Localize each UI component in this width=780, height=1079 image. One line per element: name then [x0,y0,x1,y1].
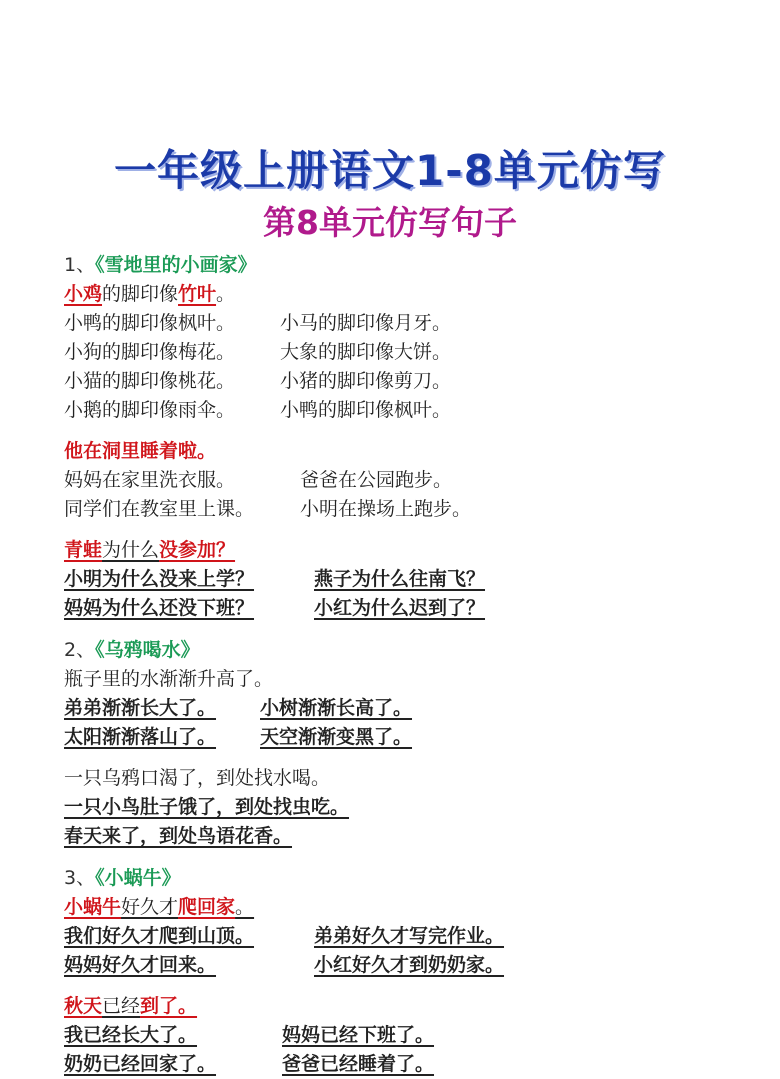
example-row [64,309,754,338]
sentence-part: 一只乌鸦口渴了，到处找水喝。 [64,767,331,789]
example-sentence [64,495,300,524]
example-sentence [64,565,314,594]
sentence-part: 青蛙 [64,539,103,561]
sentence-part: 秋天 [64,995,103,1017]
example-text: 同学们在教室里上课。 [64,498,255,520]
worksheet-content [64,250,754,1079]
model-sentence [64,536,754,565]
sentence-part: 瓶子里的水渐渐升高了。 [64,668,274,690]
example-text: 妈妈为什么还没下班？ [64,597,255,619]
example-row [64,338,754,367]
example-sentence: 小树渐渐长高了。 [260,697,413,719]
sentence-part: 小鸡 [64,283,103,305]
example-sentence [64,723,260,752]
example-sentence [64,466,300,495]
sentence-part: 已经 [102,995,141,1017]
section-heading [64,863,754,893]
page-title: 一年级上册语文1-8单元仿写 [114,146,666,195]
sentence-part: 。 [216,283,236,305]
sentence-part: 到了。 [140,995,198,1017]
sentence-part: 。 [235,896,255,918]
example-sentence: 小马的脚印像月牙。 [280,312,452,334]
model-sentence [64,437,754,466]
example-sentence: 小明在操场上跑步。 [300,498,472,520]
example-sentence: 小红为什么迟到了？ [314,597,486,619]
example-row [64,793,754,822]
example-text: 妈妈在家里洗衣服。 [64,469,236,491]
example-sentence: 大象的脚印像大饼。 [280,341,452,363]
example-text: 小猫的脚印像桃花。 [64,370,236,392]
sentence-part: 他在洞里睡着啦。 [64,440,217,462]
example-sentence [64,951,314,980]
section-number: 2、 [64,639,96,661]
example-row [64,594,754,623]
example-row [64,396,754,425]
example-sentence [64,594,314,623]
example-sentence [64,309,280,338]
example-sentence: 小鸭的脚印像枫叶。 [280,399,452,421]
sentence-part: 爬回家 [178,896,236,918]
example-text: 太阳渐渐落山了。 [64,726,217,748]
section-number: 1、 [64,254,96,276]
model-sentence [64,893,754,922]
page-subtitle: 第8单元仿写句子 [263,203,517,242]
sentence-part: 好久才 [121,896,179,918]
example-text: 小狗的脚印像梅花。 [64,341,236,363]
example-sentence: 燕子为什么往南飞？ [314,568,486,590]
example-sentence: 天空渐渐变黑了。 [260,726,413,748]
example-text: 我们好久才爬到山顶。 [64,925,255,947]
sentence-part: 竹叶 [178,283,217,305]
example-row [64,367,754,396]
example-sentence: 小猪的脚印像剪刀。 [280,370,452,392]
example-sentence: 春天来了，到处鸟语花香。 [64,825,293,847]
example-text: 妈妈好久才回来。 [64,954,217,976]
section-title: 《雪地里的小画家》 [95,254,257,276]
example-sentence: 妈妈已经下班了。 [282,1024,435,1046]
sentence-part: 小蜗牛 [64,896,122,918]
example-sentence [64,396,280,425]
example-sentence: 爸爸已经睡着了。 [282,1053,435,1075]
example-text: 我已经长大了。 [64,1024,198,1046]
sentence-part: 没参加？ [159,539,236,561]
example-row [64,694,754,723]
model-sentence [64,665,754,694]
example-sentence [64,694,260,723]
section-heading [64,250,754,280]
section-title: 《小蜗牛》 [95,867,181,889]
example-row [64,466,754,495]
example-row [64,1021,754,1050]
section-number: 3、 [64,867,96,889]
example-text: 小鸭的脚印像枫叶。 [64,312,236,334]
example-row [64,822,754,851]
sentence-part: 的脚印像 [102,283,179,305]
example-text: 奶奶已经回家了。 [64,1053,217,1075]
section-heading [64,635,754,665]
section-title: 《乌鸦喝水》 [95,639,200,661]
example-text: 弟弟渐渐长大了。 [64,697,217,719]
example-sentence: 小红好久才到奶奶家。 [314,954,505,976]
example-sentence [64,922,314,951]
model-sentence [64,992,754,1021]
example-row [64,565,754,594]
model-sentence [64,280,754,309]
example-sentence: 弟弟好久才写完作业。 [314,925,505,947]
model-sentence [64,764,754,793]
example-row [64,951,754,980]
example-sentence [64,1021,282,1050]
example-row [64,723,754,752]
example-sentence: 一只小鸟肚子饿了，到处找虫吃。 [64,796,350,818]
sentence-part: 为什么 [102,539,160,561]
example-sentence [64,338,280,367]
example-row [64,922,754,951]
example-row [64,495,754,524]
example-text: 小鹅的脚印像雨伞。 [64,399,236,421]
example-text: 小明为什么没来上学？ [64,568,255,590]
example-sentence: 爸爸在公园跑步。 [300,469,453,491]
example-sentence [64,367,280,396]
